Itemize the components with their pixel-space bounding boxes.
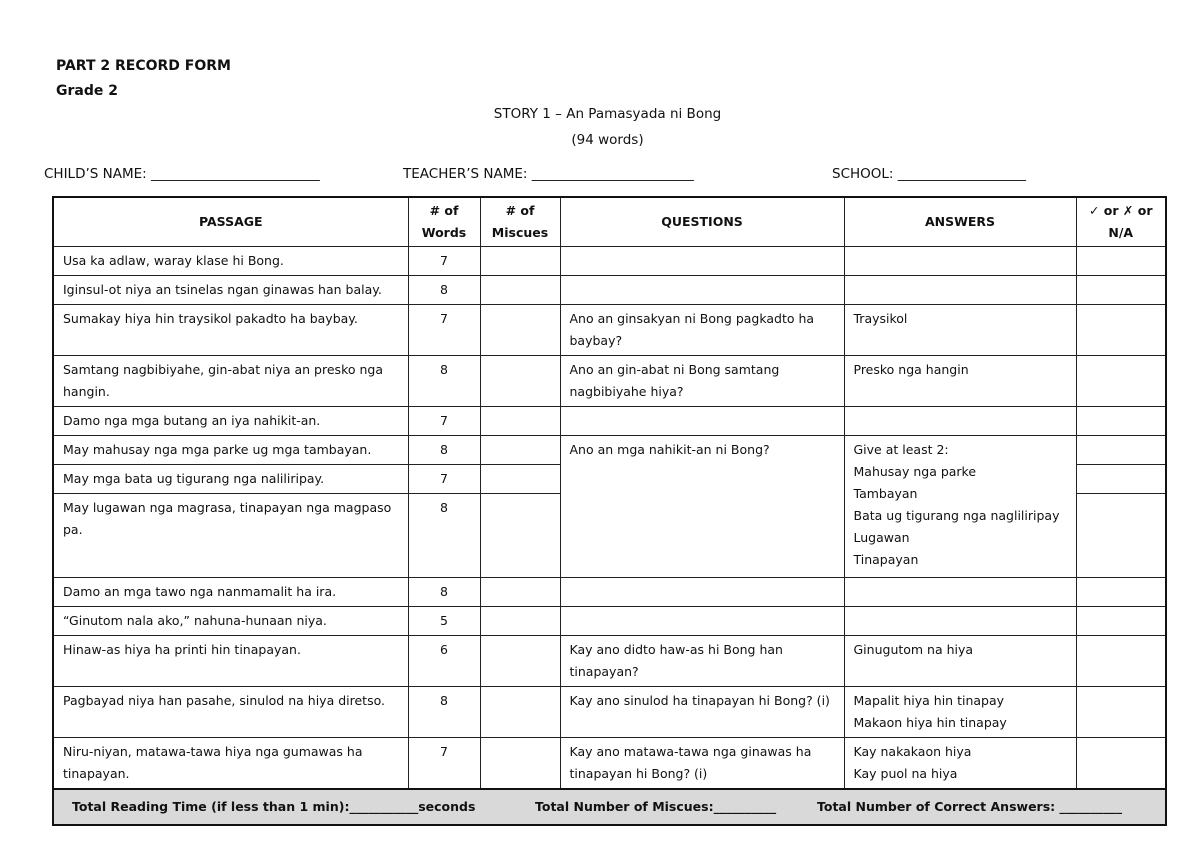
- answer-cell: Traysikol: [844, 305, 1076, 356]
- check-cell[interactable]: [1076, 465, 1166, 494]
- passage-cell: Hinaw-as hiya ha printi hin tinapayan.: [53, 636, 408, 687]
- passage-cell: “Ginutom nala ako,” nahuna-hunaan niya.: [53, 607, 408, 636]
- passage-cell: May lugawan nga magrasa, tinapayan nga magpaso pa.: [53, 494, 408, 578]
- passage-cell: Damo nga mga butang an iya nahikit-an.: [53, 407, 408, 436]
- check-cell[interactable]: [1076, 356, 1166, 407]
- table-row: [53, 738, 1166, 790]
- answer-line: Lugawan: [853, 530, 910, 545]
- header-miscues: # of Miscues: [480, 197, 560, 247]
- check-cell[interactable]: [1076, 687, 1166, 738]
- words-cell: 8: [408, 276, 480, 305]
- story-title: STORY 1 – An Pamasyada ni Bong: [493, 106, 722, 122]
- answer-line: Kay puol na hiya: [853, 766, 958, 781]
- passage-cell: Niru-niyan, matawa-tawa hiya nga gumawas ha tinapayan.: [53, 738, 408, 790]
- words-cell: 5: [408, 607, 480, 636]
- miscues-cell[interactable]: [480, 436, 560, 465]
- miscues-cell[interactable]: [480, 636, 560, 687]
- answer-cell: [844, 436, 1076, 578]
- miscues-cell[interactable]: [480, 305, 560, 356]
- words-cell: 7: [408, 738, 480, 790]
- words-cell: 8: [408, 687, 480, 738]
- question-cell: [560, 247, 844, 276]
- answer-cell: Presko nga hangin: [844, 356, 1076, 407]
- words-cell: 8: [408, 494, 480, 578]
- check-cell[interactable]: [1076, 276, 1166, 305]
- school-field[interactable]: SCHOOL: ___________________: [832, 166, 1027, 182]
- check-cell[interactable]: [1076, 494, 1166, 578]
- table-row: [53, 578, 1166, 607]
- passage-cell: Iginsul-ot niya an tsinelas ngan ginawas han balay.: [53, 276, 408, 305]
- record-table: [52, 196, 1167, 826]
- words-cell: 7: [408, 305, 480, 356]
- header-answers: ANSWERS: [844, 197, 1076, 247]
- check-cell[interactable]: [1076, 436, 1166, 465]
- check-cell[interactable]: [1076, 247, 1166, 276]
- answer-line: Mahusay nga parke: [853, 464, 977, 479]
- miscues-cell[interactable]: [480, 465, 560, 494]
- check-cell[interactable]: [1076, 636, 1166, 687]
- words-cell: 7: [408, 407, 480, 436]
- miscues-cell[interactable]: [480, 356, 560, 407]
- answer-line: Bata ug tigurang nga nagliliripay: [853, 508, 1060, 523]
- answer-cell: [844, 738, 1076, 790]
- child-name-field[interactable]: CHILD’S NAME: _________________________: [44, 166, 320, 182]
- check-cell[interactable]: [1076, 578, 1166, 607]
- header-questions: QUESTIONS: [560, 197, 844, 247]
- question-cell: Ano an mga nahikit-an ni Bong?: [560, 436, 844, 578]
- passage-cell: Pagbayad niya han pasahe, sinulod na hiya diretso.: [53, 687, 408, 738]
- miscues-cell[interactable]: [480, 276, 560, 305]
- passage-cell: Usa ka adlaw, waray klase hi Bong.: [53, 247, 408, 276]
- table-row: [53, 356, 1166, 407]
- passage-cell: May mga bata ug tigurang nga naliliripay.: [53, 465, 408, 494]
- answer-line: Tinapayan: [853, 552, 919, 567]
- answer-line: Give at least 2:: [853, 442, 949, 457]
- answer-cell: [844, 578, 1076, 607]
- miscues-cell[interactable]: [480, 494, 560, 578]
- question-cell: Kay ano sinulod ha tinapayan hi Bong? (i): [560, 687, 844, 738]
- answer-cell: [844, 607, 1076, 636]
- question-cell: [560, 607, 844, 636]
- passage-cell: Samtang nagbibiyahe, gin-abat niya an presko nga hangin.: [53, 356, 408, 407]
- table-row: [53, 247, 1166, 276]
- header-check: ✓ or ✗ or N/A: [1076, 197, 1166, 247]
- miscues-cell[interactable]: [480, 247, 560, 276]
- question-cell: Kay ano matawa-tawa nga ginawas ha tinapayan hi Bong? (i): [560, 738, 844, 790]
- question-cell: Ano an ginsakyan ni Bong pagkadto ha baybay?: [560, 305, 844, 356]
- miscues-cell[interactable]: [480, 407, 560, 436]
- story-word-count: (94 words): [571, 132, 644, 148]
- check-cell[interactable]: [1076, 305, 1166, 356]
- header-passage: PASSAGE: [53, 197, 408, 247]
- words-cell: 6: [408, 636, 480, 687]
- check-cell[interactable]: [1076, 607, 1166, 636]
- words-cell: 8: [408, 578, 480, 607]
- answer-line: Tambayan: [853, 486, 918, 501]
- words-cell: 8: [408, 356, 480, 407]
- total-miscues[interactable]: Total Number of Miscues:__________: [535, 799, 777, 814]
- table-row: [53, 687, 1166, 738]
- passage-cell: May mahusay nga mga parke ug mga tambayan.: [53, 436, 408, 465]
- table-row: [53, 607, 1166, 636]
- total-reading-time[interactable]: Total Reading Time (if less than 1 min):___________seconds: [72, 799, 476, 814]
- check-cell[interactable]: [1076, 407, 1166, 436]
- teacher-name-field[interactable]: TEACHER’S NAME: ________________________: [403, 166, 694, 182]
- question-cell: Ano an gin-abat ni Bong samtang nagbibiyahe hiya?: [560, 356, 844, 407]
- words-cell: 8: [408, 436, 480, 465]
- totals-row: [53, 789, 1166, 825]
- table-row: [53, 305, 1166, 356]
- miscues-cell[interactable]: [480, 607, 560, 636]
- answer-line: Mapalit hiya hin tinapay: [853, 693, 1005, 708]
- answer-line: Makaon hiya hin tinapay: [853, 715, 1007, 730]
- answer-cell: [844, 407, 1076, 436]
- table-row: [53, 276, 1166, 305]
- miscues-cell[interactable]: [480, 687, 560, 738]
- passage-cell: Damo an mga tawo nga nanmamalit ha ira.: [53, 578, 408, 607]
- grade-label: Grade 2: [56, 83, 118, 99]
- table-row: [53, 407, 1166, 436]
- header-words: # of Words: [408, 197, 480, 247]
- check-cell[interactable]: [1076, 738, 1166, 790]
- words-cell: 7: [408, 247, 480, 276]
- table-row: [53, 636, 1166, 687]
- answer-cell: Ginugutom na hiya: [844, 636, 1076, 687]
- table-row: [53, 436, 1166, 465]
- answer-cell: [844, 276, 1076, 305]
- question-cell: [560, 276, 844, 305]
- words-cell: 7: [408, 465, 480, 494]
- total-correct-answers[interactable]: Total Number of Correct Answers: __________: [817, 799, 1123, 814]
- question-cell: [560, 578, 844, 607]
- miscues-cell[interactable]: [480, 738, 560, 790]
- question-cell: [560, 407, 844, 436]
- totals-cell: [53, 789, 1166, 825]
- passage-cell: Sumakay hiya hin traysikol pakadto ha baybay.: [53, 305, 408, 356]
- question-cell: Kay ano didto haw-as hi Bong han tinapayan?: [560, 636, 844, 687]
- form-title: PART 2 RECORD FORM: [56, 58, 231, 74]
- table-header-row: [53, 197, 1166, 247]
- answer-cell: [844, 247, 1076, 276]
- answer-cell: [844, 687, 1076, 738]
- answer-line: Kay nakakaon hiya: [853, 744, 972, 759]
- miscues-cell[interactable]: [480, 578, 560, 607]
